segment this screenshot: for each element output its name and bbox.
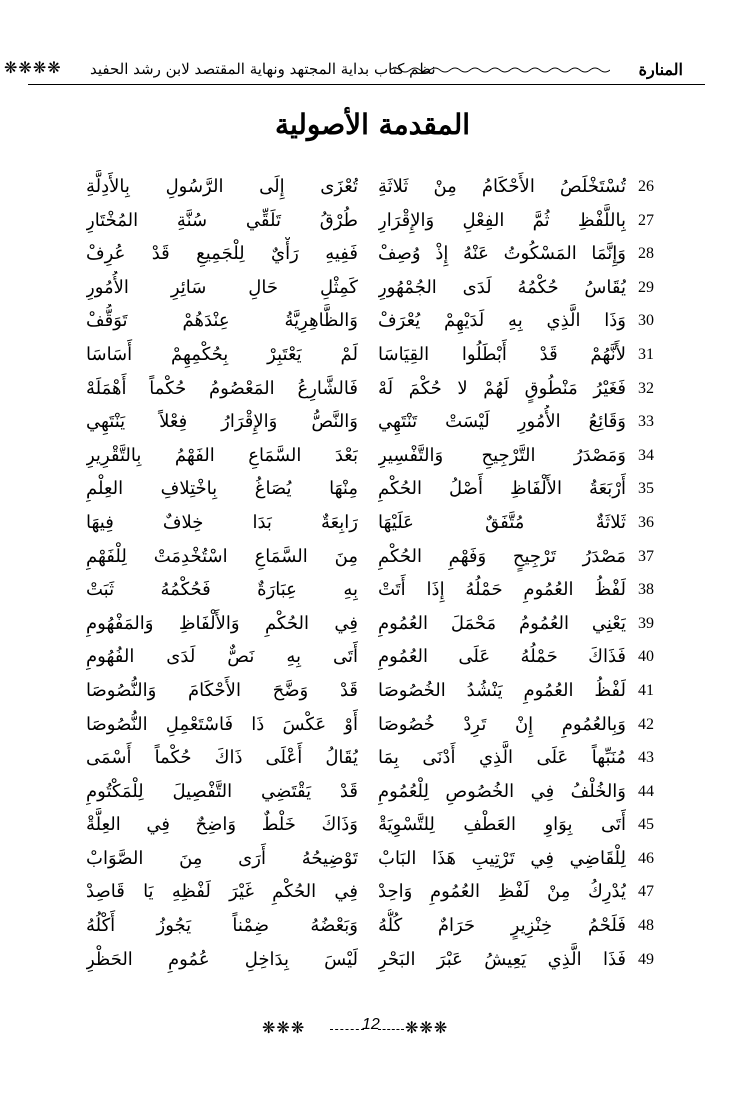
verse-number: 40 — [638, 648, 654, 666]
verse-number: 41 — [638, 681, 654, 699]
footer-divider — [330, 1029, 364, 1030]
verse-first-hemistich: فَذَا الَّذِي يَعِيشُ عَبْرَ البَحْرِ — [378, 948, 626, 970]
verse-second-hemistich: تُعْزَى إِلَى الرَّسُولِ بِالأَدِلَّةِ — [86, 176, 358, 197]
verse-first-hemistich: لَفْظُ العُمُومِ حَمْلُهُ إِذَا أَتَتْ — [378, 579, 626, 601]
page-number: 12 — [362, 1016, 380, 1033]
verse-second-hemistich: أَوْ عَكْسَ ذَا فَاسْتَعْمِلِ النُّصُوصَا — [86, 713, 358, 735]
verse-second-hemistich: فَفِيهِ رَأْيٌ لِلْجَمِيعِ قَدْ عُرِفْ — [86, 243, 358, 265]
verse-second-hemistich: فَالشَّارِعُ المَعْصُومُ حُكْماً أَهْمَلَهْ — [86, 377, 358, 399]
verse-second-hemistich: بِهِ عِبَارَةٌ فَحُكْمُهُ ثَبَتْ — [86, 579, 358, 601]
footer-ornament-left-icon: ❋❋❋ — [262, 1018, 306, 1037]
verse-first-hemistich: أَرْبَعَةُ الأَلْفَاظِ أَصْلُ الحُكْمِ — [378, 478, 626, 500]
verse-number: 38 — [638, 581, 654, 599]
verse-first-hemistich: يُقَاسُ حُكْمُهُ لَدَى الجُمْهُورِ — [378, 276, 626, 298]
flower-ornament-icon: ❋❋❋❋ — [4, 58, 62, 77]
first-hemistich-column — [378, 170, 626, 976]
verse-number: 36 — [638, 513, 654, 531]
verse-number: 29 — [638, 278, 654, 296]
verse-first-hemistich: وَذَا الَّذِي بِهِ لَدَيْهِمْ يُعْرَفْ — [378, 310, 626, 332]
verse-second-hemistich: مِنَ السَّمَاعِ اسْتُخْدِمَتْ لِلْفَهْمِ — [86, 545, 358, 567]
verse-second-hemistich: قَدْ يَقْتَضِي التَّفْصِيلَ لِلْمَكْتُومِ — [86, 780, 358, 802]
verse-second-hemistich: طُرْقُ تَلَقِّي سُنَّةِ المُخْتَارِ — [86, 209, 358, 231]
verse-number: 31 — [638, 345, 654, 363]
footer-divider — [378, 1029, 404, 1030]
verse-second-hemistich: وَالظَّاهِرِيَّةُ عِنْدَهُمْ تَوَقُّفْ — [86, 310, 358, 332]
verse-number: 42 — [638, 715, 654, 733]
page-footer — [0, 1016, 745, 1044]
verse-first-hemistich: يَعْنِي العُمُومُ مَحْمَلَ العُمُومِ — [378, 612, 626, 634]
verse-second-hemistich: تَوْضِيحُهُ أَرَى مِنَ الصَّوَابْ — [86, 847, 358, 869]
verse-number: 35 — [638, 480, 654, 498]
verse-second-hemistich: وَالنَّصُّ وَالإِقْرَارُ فِعْلاً يَنْتَهِي — [86, 411, 358, 433]
page-header — [0, 54, 745, 90]
verse-number: 26 — [638, 178, 654, 195]
verse-first-hemistich: بِاللَّفْظِ ثُمَّ الفِعْلِ وَالإِقْرَارِ — [378, 209, 626, 231]
book-name: المنارة — [638, 60, 683, 79]
verse-number: 28 — [638, 245, 654, 263]
second-hemistich-column — [86, 170, 358, 976]
verse-second-hemistich: وَذَاكَ خَلْطٌ وَاضِحٌ فِي العِلَّةْ — [86, 814, 358, 836]
verse-first-hemistich: أَتَى بِوَاوِ العَطْفِ لِلتَّسْوِيَةْ — [378, 814, 626, 836]
verse-second-hemistich: فِي الحُكْمِ وَالأَلْفَاظِ وَالمَفْهُومِ — [86, 612, 358, 634]
verse-number: 44 — [638, 782, 654, 800]
verse-number: 27 — [638, 211, 654, 229]
verse-first-hemistich: لِلْقَاضِي فِي تَرْتِيبِ هَذَا البَابْ — [378, 847, 626, 869]
verse-second-hemistich: لَمْ يَعْتَبِرْ بِحُكْمِهِمْ أَسَاسَا — [86, 343, 358, 365]
verse-second-hemistich: مِنْهَا يُصَاغُ بِاخْتِلافِ العِلْمِ — [86, 478, 358, 500]
verse-number: 30 — [638, 312, 654, 330]
verse-first-hemistich: وَإِنَّمَا المَسْكُوتُ عَنْهُ إِذْ وُصِفْ — [378, 243, 626, 265]
verse-number: 34 — [638, 446, 654, 464]
verse-first-hemistich: وَبِالعُمُومِ إِنْ تَرِدْ خُصُوصَا — [378, 713, 626, 735]
verse-number: 43 — [638, 749, 654, 767]
verse-second-hemistich: فِي الحُكْمِ غَيْرَ لَفْظِهِ يَا قَاصِدْ — [86, 881, 358, 903]
verse-second-hemistich: قَدْ وَضَّحَ الأَحْكَامَ وَالنُّصُوصَا — [86, 679, 358, 701]
verse-second-hemistich: وَبَعْضُهُ ضِمْناً يَجُوزُ أَكْلُهُ — [86, 915, 358, 937]
verse-number: 32 — [638, 379, 654, 397]
verse-first-hemistich: لأَنَّهُمْ قَدْ أَبْطَلُوا القِيَاسَا — [378, 343, 626, 365]
verse-first-hemistich: فَلَحْمُ خِنْزِيرٍ حَرَامٌ كُلُّهُ — [378, 915, 626, 937]
verse-first-hemistich: فَذَاكَ حَمْلُهُ عَلَى العُمُومِ — [378, 646, 626, 668]
verse-number: 37 — [638, 547, 654, 565]
verse-first-hemistich: تُسْتَخْلَصُ الأَحْكَامُ مِنْ ثَلاثَةِ — [378, 176, 626, 197]
verse-second-hemistich: أَتَى بِهِ نَصٌّ لَدَى الفُهُومِ — [86, 646, 358, 668]
verse-first-hemistich: وَقَائِعُ الأُمُورِ لَيْسَتْ تَنْتَهِي — [378, 411, 626, 433]
verse-second-hemistich: لَيْسَ بِدَاخِلِ عُمُومِ الحَظْرِ — [86, 948, 358, 970]
verse-first-hemistich: مُنَبِّهاً عَلَى الَّذِي أَدْنَى بِمَا — [378, 747, 626, 769]
verse-first-hemistich: لَفْظُ العُمُومِ يَنْشُدُ الخُصُوصَا — [378, 679, 626, 701]
verse-number: 33 — [638, 413, 654, 431]
verse-number: 47 — [638, 883, 654, 901]
verse-first-hemistich: مَصْدَرُ تَرْجِيحٍ وَفَهْمِ الحُكْمِ — [378, 545, 626, 567]
verse-second-hemistich: كَمِثْلِ حَالِ سَائِرِ الأُمُورِ — [86, 276, 358, 298]
verse-first-hemistich: وَمَصْدَرُ التَّرْجِيحِ وَالتَّفْسِيرِ — [378, 444, 626, 466]
verse-number: 46 — [638, 849, 654, 867]
verse-number: 48 — [638, 917, 654, 935]
verse-second-hemistich: بَعْدَ السَّمَاعِ الفَهْمُ بِالتَّقْرِيرِ — [86, 444, 358, 466]
verse-number-column — [638, 170, 688, 976]
verse-number: 39 — [638, 614, 654, 632]
verse-first-hemistich: ثَلاثَةٌ مُتَّفَقٌ عَلَيْهَا — [378, 511, 626, 533]
verse-first-hemistich: فَغَيْرُ مَنْطُوقٍ لَهُمْ لا حُكْمَ لَهْ — [378, 377, 626, 399]
header-title: نظم كتاب بداية المجتهد ونهاية المقتصد لابن رشد الحفيد — [90, 60, 436, 78]
page-title: المقدمة الأصولية — [274, 108, 471, 141]
verse-second-hemistich: يُقَالُ أَعْلَى ذَاكَ حُكْماً أَسْمَى — [86, 747, 358, 769]
verse-first-hemistich: وَالخُلْفُ فِي الخُصُوصِ لِلْعُمُومِ — [378, 780, 626, 802]
verse-number: 45 — [638, 816, 654, 834]
verse-number: 49 — [638, 950, 654, 968]
header-rule — [28, 84, 705, 85]
footer-ornament-right-icon: ❋❋❋ — [405, 1018, 449, 1037]
verse-first-hemistich: يُدْرِكُ مِنْ لَفْظِ العُمُومِ وَاحِدْ — [378, 881, 626, 903]
verse-second-hemistich: رَابِعَةٌ بَدَا خِلافٌ فِيهَا — [86, 511, 358, 533]
